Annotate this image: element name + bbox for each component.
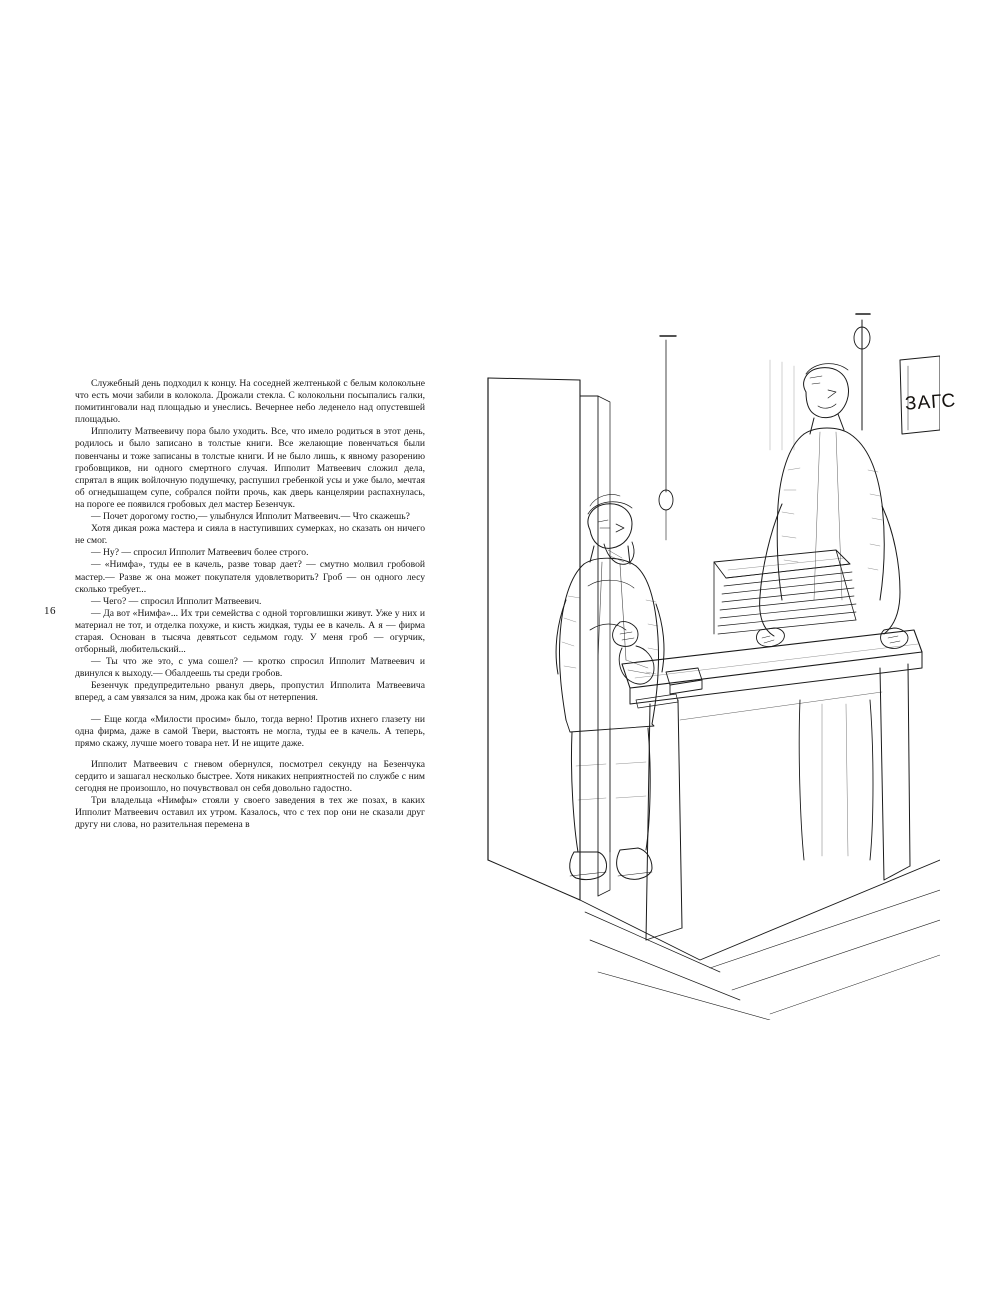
illustration [470, 300, 940, 1020]
paragraph: Хотя дикая рожа мастера и сияла в наступивших сумерках, но сказать он ничего не смог. [75, 523, 425, 547]
paragraph: — Ты что же это, с ума сошел? — кротко спросил Ипполит Матвеевич и двинулся к выходу.— Обалдеешь ты среди гробов. [75, 656, 425, 680]
paragraph: — Еще когда «Милости просим» было, тогда верно! Против ихнего глазету ни одна фирма, даже в самой Твери, выстоять не могла, туды ее в качель. А теперь, прямо скажу, лучше моего товара нет. И не ищите даже. [75, 713, 425, 749]
paragraph: Ипполиту Матвеевичу пора было уходить. Все, что имело родиться в этот день, родилось и было записано в толстые книги. Все желающие повенчаться были повенчаны и тоже записаны в толстые книги. И не было лишь, к явному разорению гробовщиков, ни одного смертного случая. Ипполит Матвеевич сложил дела, спрятал в ящик войлочную подушечку, распушил гребенкой усы и уже было, мечтая об огнедышащем супе, собрался пойти прочь, как дверь канцелярии распахнулась, на пороге ее появился гробовых дел мастер Безенчук. [75, 426, 425, 510]
paragraph-spacer [75, 705, 425, 714]
paragraph: Безенчук предупредительно рванул дверь, пропустил Ипполита Матвеевича вперед, а сам увязался за ним, дрожа как бы от нетерпения. [75, 680, 425, 704]
paragraph: Ипполит Матвеевич с гневом обернулся, посмотрел секунду на Безенчука сердито и зашагал несколько быстрее. Хотя никаких неприятностей по службе с ним сегодня не произошло, но почувствовал он себя довольно гадостно. [75, 758, 425, 794]
paragraph-spacer [75, 750, 425, 759]
paragraph: — Почет дорогому гостю,— улыбнулся Ипполит Матвеевич.— Что скажешь? [91, 511, 410, 523]
paragraph: — Да вот «Нимфа»... Их три семейства с одной торговлишки живут. Уже у них и материал не тот, и отделка похуже, и кисть жидкая, туды ее в качель. А я — фирма старая. Основан в тысяча девятьсот седьмом году. У меня гроб — огурчик, отборный, любительский... [75, 607, 425, 656]
page-number: 16 [44, 605, 56, 617]
paragraph: — Ну? — спросил Ипполит Матвеевич более строго. [91, 547, 309, 559]
paragraph: Служебный день подходил к концу. На соседней желтенькой с белым колокольне что есть мочи забили в колокола. Дрожали стекла. С колокольни посыпались галки, помитинговали над площадью и унеслись. Вечернее небо леденело над опустевшей площадью. [75, 378, 425, 426]
paragraph: — «Нимфа», туды ее в качель, разве товар дает? — смутно молвил гробовой мастер.— Разве ж она может покупателя удовлетворить? Гроб — он одного лесу сколько требует... [75, 559, 425, 595]
paragraph: — Чего? — спросил Ипполит Матвеевич. [91, 595, 262, 607]
zags-sign-text: ЗАГС [904, 390, 957, 415]
paragraph: Три владельца «Нимфы» стояли у своего заведения в тех же позах, в каких Ипполит Матвеевич оставил их утром. Казалось, что с тех пор они не сказали друг другу ни слова, но разительная перемена в [75, 795, 425, 831]
text-column [75, 378, 425, 831]
